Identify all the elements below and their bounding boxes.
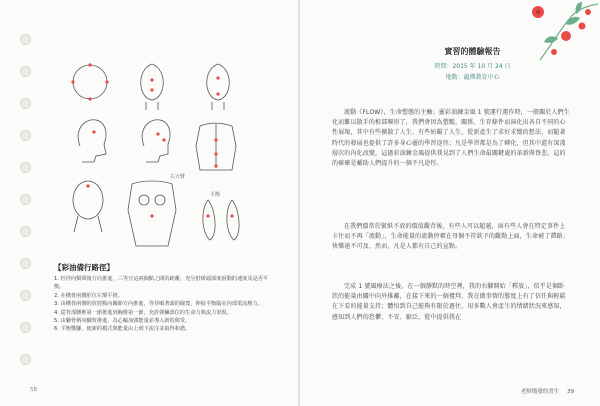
- face-front-illustration: [73, 181, 103, 232]
- head-top-view-illustration: [73, 65, 107, 99]
- binder-hole: [20, 194, 31, 205]
- step-item: 2. 在構骨兩側肝位左額平推。: [54, 292, 123, 299]
- feet-illustration: [203, 200, 239, 240]
- report-date: 時間：2015 年 10 月 24 日: [434, 63, 511, 70]
- footer-label: 老鮮簡發的書生: [520, 389, 560, 395]
- body-paragraph: 在我們價常於緊紙不放的價值觀背後，有些人可以超越，面有些人會在特定事件上卡住而不再「流動」，生命能量的流動停頓在母個不符欽予的觀點上面，生命被了滯路；快樂遠不可及、然而，凡是人都有自己的宣點。: [332, 223, 569, 251]
- binder-hole: [20, 34, 31, 45]
- steps-box-title: 【彩油備行路徑】: [54, 263, 114, 272]
- page-number-right: 39: [567, 389, 574, 395]
- binder-hole: [20, 130, 31, 141]
- page-number-left: 58: [30, 387, 37, 393]
- illus-label-foot: 平衡: [210, 192, 221, 198]
- binder-hole: [20, 226, 31, 237]
- back-torso-illustration: [196, 123, 236, 170]
- binder-hole: [20, 322, 31, 333]
- body-paragraph: 流動《FLOW》，生命塑態的主軸；靈彩油錬金風 1 號運行運作時，一般關於人們生化而難以散手的根部堰形了，我們會因為塑蹤，關係、生存條件而演化出各自不同的心性展現，其中有些擴散了人生，有些妨礙了人生，從新產生了求好求變的想法，而隨著時代的發展也提供了許多身心靈的學習途徑；凡是學習都是為了轉化，但其中還有深淺層次的內化改變，這過彩油鍊金風提供我見到了人們生命最關鍵處的革新與脊悲，這的的確確是輔助人們提升的一個不凡途徑。: [332, 109, 570, 168]
- binder-hole: [20, 66, 31, 77]
- step-item: 4. 從背部腰椎第一節推進到胸椎第一節，充許彈臟部位的生命力與流力渠現。: [54, 309, 232, 316]
- binder-holes: [20, 0, 32, 406]
- binder-hole: [20, 290, 31, 301]
- acupoint-illustrations: [60, 50, 270, 255]
- body-paragraph: 完成 1 號風療法之後，在一個靜默的時空裡，我的右腳開始「釋放」，似乎是個卧狀的能量由關中向外推離，在接下來的一個禮拜，我在做事情的態度上有了信任與輕鬆在下看的能量支持；體悟到自己能夠有限於過往，用多數人會產生的情緒狀況來感知，感知到人們的恐懼、不安、厭泛，從中提供我在: [332, 283, 566, 321]
- report-title: 實習的體驗報告: [444, 47, 501, 56]
- binder-hole: [20, 258, 31, 269]
- head-back-view-illustration-2: [207, 64, 230, 110]
- illus-label-shoulder: 右大臂: [170, 174, 186, 180]
- flower-decoration-icon: [530, 0, 600, 62]
- steps-box: [50, 262, 276, 372]
- head-back-view-illustration: [141, 64, 164, 110]
- step-item: 5. 由腳骨柄向腳背推進，為心輪加強能量並導入新的與受。: [54, 318, 191, 325]
- binder-hole: [20, 354, 31, 365]
- right-page: [300, 0, 600, 406]
- binder-hole: [20, 98, 31, 109]
- head-side-view-illustration-2: [142, 120, 170, 162]
- report-place: 地點：龍潭教育中心: [445, 74, 500, 81]
- running-footer: [521, 387, 574, 395]
- front-torso-illustration: [128, 181, 176, 246]
- step-item: 6. 平衡雙腳，使新的模式與能量由上到下流注並取得和諧。: [54, 326, 191, 333]
- step-item: 1. 杜拌向類頸後方向推進，三等分這兩個點之間的距離，充分舒緩頭部度困動的速度及是否平衡。: [54, 276, 269, 291]
- head-side-view-illustration: [78, 120, 106, 162]
- binder-hole: [20, 162, 31, 173]
- step-item: 3. 由構骨兩側的放射點向關節方向推進，等待順著頭的線寬，伸展平衡腦室內部電流壓力。: [54, 301, 263, 308]
